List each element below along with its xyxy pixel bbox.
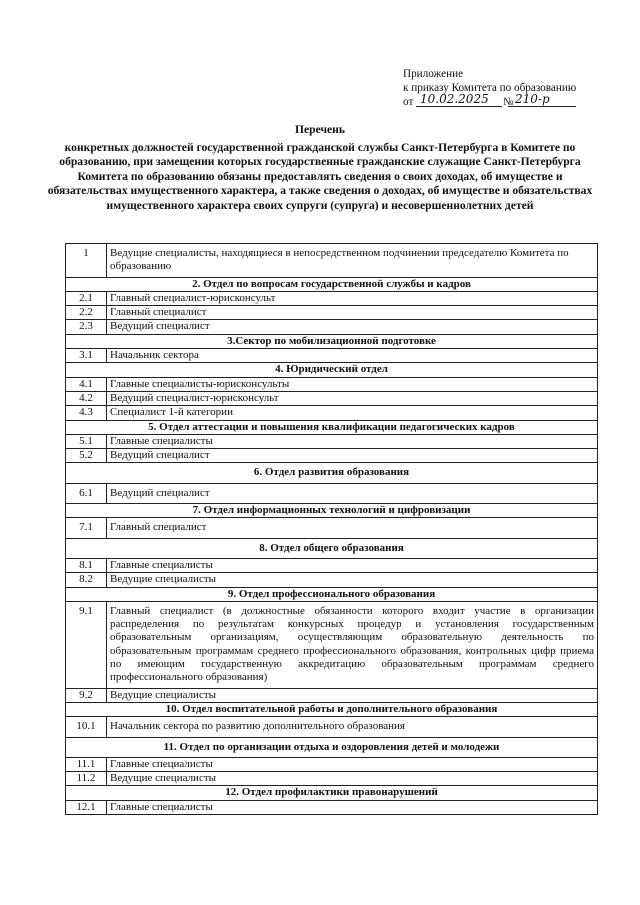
positions-table (65, 243, 598, 815)
table-row (66, 244, 598, 278)
table-row (66, 391, 598, 405)
handwritten-date: 10.02.2025 (420, 92, 489, 106)
appendix-block (403, 67, 576, 109)
row-position: Ведущий специалист-юрисконсульт (107, 391, 598, 405)
row-position: Главные специалисты (107, 558, 598, 572)
section-title: 6. Отдел развития образования (66, 463, 598, 483)
section-row (66, 538, 598, 558)
row-position: Главный специалист (107, 306, 598, 320)
row-number: 11.1 (66, 757, 107, 771)
section-title: 12. Отдел профилактики правонарушений (66, 786, 598, 800)
row-number: 8.2 (66, 573, 107, 587)
table-row (66, 377, 598, 391)
row-number: 4.2 (66, 391, 107, 405)
appendix-title: Приложение (403, 68, 464, 80)
row-position: Ведущий специалист (107, 320, 598, 334)
table-row (66, 349, 598, 363)
section-row (66, 277, 598, 291)
section-title: 4. Юридический отдел (66, 363, 598, 377)
section-row (66, 786, 598, 800)
row-number: 10.1 (66, 717, 107, 737)
section-title: 9. Отдел профессионального образования (66, 587, 598, 601)
table-row (66, 306, 598, 320)
row-number: 7.1 (66, 518, 107, 538)
title-heading: Перечень (295, 123, 345, 136)
section-title: 10. Отдел воспитательной работы и дополнительного образования (66, 702, 598, 716)
row-position: Ведущий специалист (107, 449, 598, 463)
table-row (66, 449, 598, 463)
row-number: 5.2 (66, 449, 107, 463)
row-number: 9.1 (66, 601, 107, 688)
row-position: Главные специалисты (107, 757, 598, 771)
section-title: 2. Отдел по вопросам государственной службы и кадров (66, 277, 598, 291)
table-row (66, 558, 598, 572)
section-row (66, 737, 598, 757)
section-title: 3.Сектор по мобилизационной подготовке (66, 334, 598, 348)
row-position: Начальник сектора по развитию дополнительного образования (107, 717, 598, 737)
table-row (66, 772, 598, 786)
row-number: 9.2 (66, 688, 107, 702)
section-row (66, 420, 598, 434)
section-row (66, 363, 598, 377)
number-underline (508, 106, 576, 107)
section-row (66, 334, 598, 348)
table-row (66, 518, 598, 538)
row-number: 12.1 (66, 800, 107, 814)
row-position: Ведущие специалисты (107, 772, 598, 786)
row-number: 4.1 (66, 377, 107, 391)
row-position: Специалист 1-й категории (107, 406, 598, 420)
table-row (66, 757, 598, 771)
table-row (66, 601, 598, 688)
row-number: 6.1 (66, 483, 107, 503)
table-row (66, 434, 598, 448)
table-row (66, 688, 598, 702)
number-label: № (503, 96, 514, 108)
table-row (66, 483, 598, 503)
row-position: Главный специалист (в должностные обязанности которого входит участие в организации распределения по результатам конкурсных процедур и установления государственным образовательным организациям, осуществляющим образовательную деятельность по образовательным программам среднего профессионального образования, контрольных цифр приема по имеющим государственную аккредитацию образовательным программам среднего профессионального образования) (107, 601, 598, 688)
row-position: Главный специалист-юрисконсульт (107, 291, 598, 305)
table-row (66, 291, 598, 305)
table-row (66, 573, 598, 587)
section-row (66, 504, 598, 518)
appendix-order-date-line (403, 92, 576, 109)
row-number: 8.1 (66, 558, 107, 572)
row-position: Главные специалисты (107, 800, 598, 814)
row-position: Ведущие специалисты (107, 688, 598, 702)
row-number: 2.2 (66, 306, 107, 320)
row-position: Начальник сектора (107, 349, 598, 363)
appendix-order-ref: к приказу Комитета по образованию (403, 82, 577, 94)
row-number: 2.1 (66, 291, 107, 305)
section-title: 5. Отдел аттестации и повышения квалификации педагогических кадров (66, 420, 598, 434)
date-underline (416, 106, 502, 107)
row-position: Главный специалист (107, 518, 598, 538)
section-row (66, 702, 598, 716)
row-number: 1 (66, 244, 107, 278)
title-body: конкретных должностей государственной гражданской службы Санкт-Петербурга в Комитете по образованию, при замещении которых государственные гражданские служащие Санкт-Петербурга Комитета по образованию обязаны предоставлять сведения о своих доходах, об имуществе и обязательствах имущественного характера, а также сведения о доходах, об имуществе и обязательствах имущественного характера своих супруги (супруга) и несовершеннолетних детей (47, 140, 593, 212)
row-position: Ведущие специалисты, находящиеся в непосредственном подчинении председателю Комитета по образованию (107, 244, 598, 278)
row-number: 5.1 (66, 434, 107, 448)
section-title: 7. Отдел информационных технологий и цифровизации (66, 504, 598, 518)
table-row (66, 717, 598, 737)
from-label: от (403, 96, 414, 108)
row-position: Ведущий специалист (107, 483, 598, 503)
section-title: 8. Отдел общего образования (66, 538, 598, 558)
row-number: 2.3 (66, 320, 107, 334)
row-position: Главные специалисты (107, 434, 598, 448)
section-title: 11. Отдел по организации отдыха и оздоровления детей и молодежи (66, 737, 598, 757)
table-row (66, 320, 598, 334)
table-row (66, 406, 598, 420)
section-row (66, 587, 598, 601)
row-position: Ведущие специалисты (107, 573, 598, 587)
row-number: 11.2 (66, 772, 107, 786)
row-number: 4.3 (66, 406, 107, 420)
handwritten-order-number: 210-р (515, 92, 550, 106)
section-row (66, 463, 598, 483)
row-number: 3.1 (66, 349, 107, 363)
table-row (66, 800, 598, 814)
document-title (40, 123, 600, 214)
row-position: Главные специалисты-юрисконсульты (107, 377, 598, 391)
